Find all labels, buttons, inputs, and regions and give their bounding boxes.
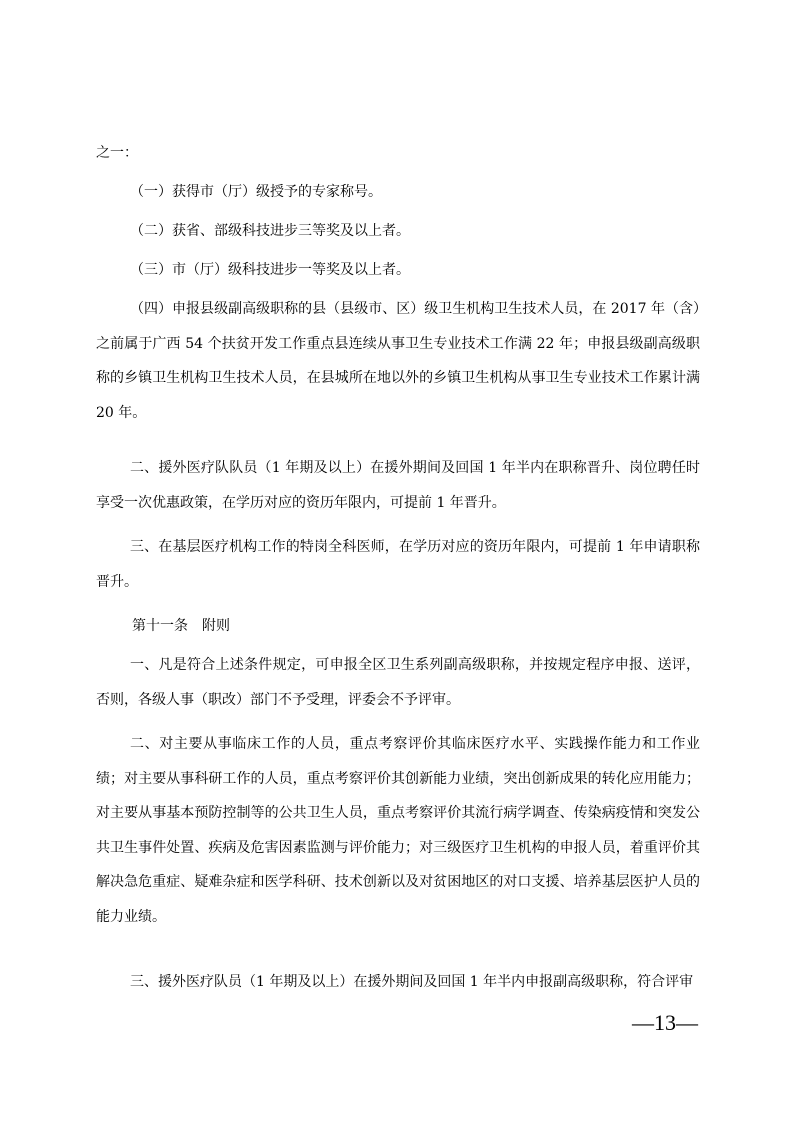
paragraph-appendix-2: 二、对主要从事临床工作的人员，重点考察评价其临床医疗水平、实践操作能力和工作业绩；对主要从事科研工作的人员，重点考察评价其创新能力业绩，突出创新成果的转化应用能力；对主要从事基本预防控制等的公共卫生人员，重点考察评价其流行病学调查、传染病疫情和突发公共卫生事件处置、疾病及危害因素监测与评价能力；对三级医疗卫生机构的申报人员，着重评价其解决急危重症、疑难杂症和医学科研、技术创新以及对贫困地区的对口支援、培养基层医护人员的能力业绩。 xyxy=(96,736,700,925)
paragraph-item-1: （一）获得市（厅）级授予的专家称号。 xyxy=(130,184,382,200)
paragraph-continuation: 之一： xyxy=(96,145,138,161)
article-heading: 第十一条 附则 xyxy=(132,618,230,634)
paragraph-general-practitioner: 三、在基层医疗机构工作的特岗全科医师，在学历对应的资历年限内，可提前 1 年申请职称晋升。 xyxy=(96,539,700,590)
paragraph-foreign-aid: 二、援外医疗队队员（1 年期及以上）在援外期间及回国 1 年半内在职称晋升、岗位聘任时享受一次优惠政策，在学历对应的资历年限内，可提前 1 年晋升。 xyxy=(96,460,700,511)
paragraph-appendix-3: 三、援外医疗队员（1 年期及以上）在援外期间及回国 1 年半内申报副高级职称，符合评审 xyxy=(130,974,694,990)
paragraph-item-4: （四）申报县级副高级职称的县（县级市、区）级卫生机构卫生技术人员，在 2017 年（含）之前属于广西 54 个扶贫开发工作重点县连续从事卫生专业技术工作满 22 年；申报县级副高级职称的乡镇卫生机构卫生技术人员，在县城所在地以外的乡镇卫生机构从事卫生专业技术工作累计满 20 年。 xyxy=(96,301,700,421)
paragraph-appendix-1: 一、凡是符合上述条件规定，可申报全区卫生系列副高级职称，并按规定程序申报、送评，否则，各级人事（职改）部门不予受理，评委会不予评审。 xyxy=(96,657,700,708)
paragraph-item-2: （二）获省、部级科技进步三等奖及以上者。 xyxy=(130,223,410,239)
paragraph-item-3: （三）市（厅）级科技进步一等奖及以上者。 xyxy=(130,262,410,278)
page-number: —13— xyxy=(632,1010,698,1035)
